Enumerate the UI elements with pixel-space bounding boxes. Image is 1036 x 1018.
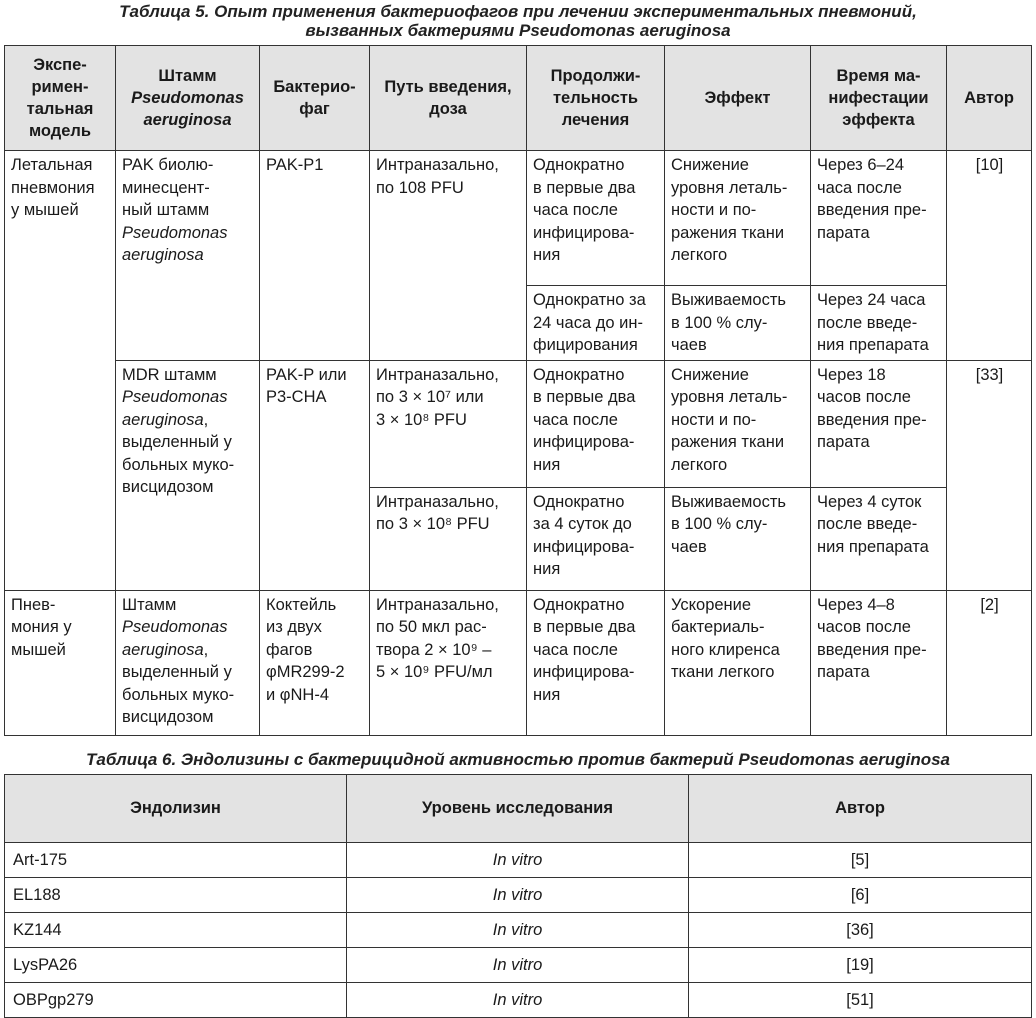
strain-text: Штамм xyxy=(122,595,177,614)
time-cell: Через 18 часов после введения пре- парата xyxy=(811,360,947,487)
header-model: Экспе- римен- тальная модель xyxy=(5,46,116,151)
table5-caption-line2: вызванных бактериями Pseudomonas aeruginosa xyxy=(305,21,731,40)
table5 xyxy=(4,45,1032,736)
phage-cell: PAK-P или P3-CHA xyxy=(260,360,370,590)
author-cell: [19] xyxy=(689,948,1032,983)
strain-cell xyxy=(116,151,260,361)
header-duration: Продолжи- тельность лечения xyxy=(527,46,665,151)
route-cell: Интраназально, по 3 × 10⁸ PFU xyxy=(370,487,527,590)
table-row xyxy=(5,878,1032,913)
header-level: Уровень исследования xyxy=(347,775,689,843)
strain-note: , выделенный у больных муко- висцидозом xyxy=(122,410,235,496)
author-cell: [2] xyxy=(947,590,1032,735)
strain-species: Pseudomonas aeruginosa xyxy=(122,223,228,264)
table-row xyxy=(5,360,1032,487)
level-cell: In vitro xyxy=(347,843,689,878)
author-cell: [6] xyxy=(689,878,1032,913)
author-cell: [33] xyxy=(947,360,1032,590)
author-cell: [10] xyxy=(947,151,1032,361)
duration-cell: Однократно в первые два часа после инфицирова- ния xyxy=(527,151,665,286)
endolysin-cell: LysPA26 xyxy=(5,948,347,983)
table5-caption xyxy=(0,2,1036,40)
model-cell: Летальная пневмония у мышей xyxy=(5,151,116,591)
time-cell: Через 4–8 часов после введения пре- парата xyxy=(811,590,947,735)
level-cell: In vitro xyxy=(347,948,689,983)
header-strain-species: Pseudomonas aeruginosa xyxy=(131,89,244,129)
table6-header-row xyxy=(5,775,1032,843)
phage-cell: PAK-P1 xyxy=(260,151,370,361)
table5-caption-line1: Таблица 5. Опыт применения бактериофагов при лечении экспериментальных пневмоний, xyxy=(119,2,917,21)
header-effect: Эффект xyxy=(665,46,811,151)
duration-cell: Однократно в первые два часа после инфицирова- ния xyxy=(527,360,665,487)
header-phage: Бактерио- фаг xyxy=(260,46,370,151)
table-row xyxy=(5,948,1032,983)
level-cell: In vitro xyxy=(347,878,689,913)
table6 xyxy=(4,774,1032,1018)
effect-cell: Снижение уровня леталь- ности и по- ражения ткани легкого xyxy=(665,151,811,286)
time-cell: Через 6–24 часа после введения пре- парата xyxy=(811,151,947,286)
endolysin-cell: KZ144 xyxy=(5,913,347,948)
author-cell: [36] xyxy=(689,913,1032,948)
time-cell: Через 4 суток после введе- ния препарата xyxy=(811,487,947,590)
table-row xyxy=(5,151,1032,286)
duration-cell: Однократно в первые два часа после инфицирова- ния xyxy=(527,590,665,735)
author-cell: [5] xyxy=(689,843,1032,878)
table-row xyxy=(5,983,1032,1018)
effect-cell: Выживаемость в 100 % слу- чаев xyxy=(665,487,811,590)
header-endolysin: Эндолизин xyxy=(5,775,347,843)
strain-cell xyxy=(116,360,260,590)
author-cell: [51] xyxy=(689,983,1032,1018)
endolysin-cell: OBPgp279 xyxy=(5,983,347,1018)
strain-note: , выделенный у больных муко- висцидозом xyxy=(122,640,235,726)
effect-cell: Ускорение бактериаль- ного клиренса ткани легкого xyxy=(665,590,811,735)
level-cell: In vitro xyxy=(347,983,689,1018)
effect-cell: Снижение уровня леталь- ности и по- ражения ткани легкого xyxy=(665,360,811,487)
header-strain-text: Штамм xyxy=(158,67,217,85)
phage-cell: Коктейль из двух фагов φMR299-2 и φNH-4 xyxy=(260,590,370,735)
effect-cell: Выживаемость в 100 % слу- чаев xyxy=(665,286,811,361)
strain-cell xyxy=(116,590,260,735)
table6-caption: Таблица 6. Эндолизины с бактерицидной активностью против бактерий Pseudomonas aeruginosa xyxy=(85,750,951,769)
endolysin-cell: Art-175 xyxy=(5,843,347,878)
header-author: Автор xyxy=(689,775,1032,843)
table5-header-row xyxy=(5,46,1032,151)
route-cell: Интраназально, по 108 PFU xyxy=(370,151,527,361)
strain-text: MDR штамм xyxy=(122,365,217,384)
table-row xyxy=(5,843,1032,878)
model-cell: Пнев- мония у мышей xyxy=(5,590,116,735)
table-row xyxy=(5,590,1032,735)
strain-species: Pseudomonas aeruginosa xyxy=(122,388,228,429)
header-time: Время ма- нифестации эффекта xyxy=(811,46,947,151)
route-cell: Интраназально, по 3 × 10⁷ или 3 × 10⁸ PFU xyxy=(370,360,527,487)
duration-cell: Однократно за 24 часа до ин- фицирования xyxy=(527,286,665,361)
header-strain xyxy=(116,46,260,151)
level-cell: In vitro xyxy=(347,913,689,948)
strain-text: PAK биолю- минесцент- ный штамм xyxy=(122,156,214,219)
route-cell: Интраназально, по 50 мкл рас- твора 2 × 10⁹ – 5 × 10⁹ PFU/мл xyxy=(370,590,527,735)
table-row xyxy=(5,913,1032,948)
header-author: Автор xyxy=(947,46,1032,151)
endolysin-cell: EL188 xyxy=(5,878,347,913)
duration-cell: Однократно за 4 суток до инфицирова- ния xyxy=(527,487,665,590)
strain-species: Pseudomonas aeruginosa xyxy=(122,618,228,659)
header-route: Путь введения, доза xyxy=(370,46,527,151)
time-cell: Через 24 часа после введе- ния препарата xyxy=(811,286,947,361)
